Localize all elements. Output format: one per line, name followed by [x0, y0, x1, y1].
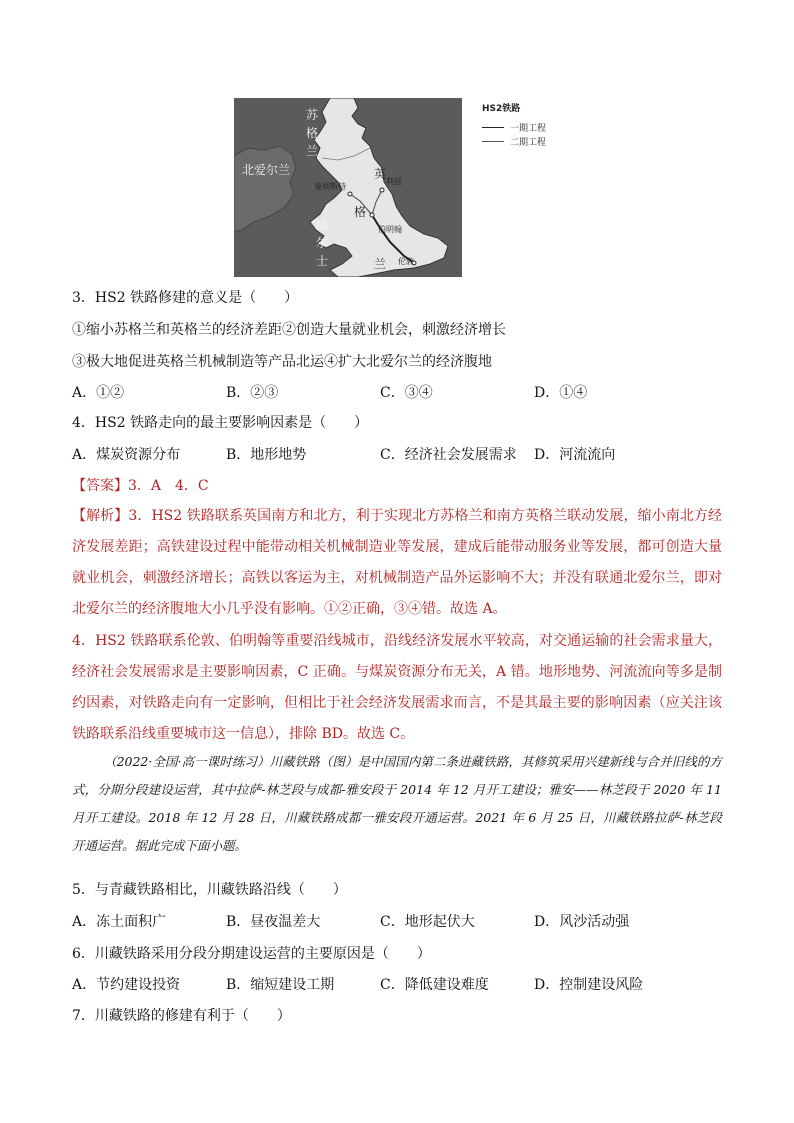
q4-option-c: C．经济社会发展需求 [380, 447, 517, 463]
legend-phase2-label: 二期工程 [510, 137, 547, 148]
q5-option-c: C．地形起伏大 [380, 914, 475, 930]
q4-option-d: D．河流流向 [534, 447, 616, 463]
legend-phase2 [482, 136, 546, 146]
q6-option-d: D．控制建设风险 [534, 977, 644, 993]
q3-option-d: D．①④ [534, 385, 588, 401]
q4-option-b: B．地形地势 [226, 447, 307, 463]
manchester-label: 曼彻斯特 [314, 182, 346, 191]
q3-statement-line1: ①缩小苏格兰和英格兰的经济差距②创造大量就业机会，刺激经济增长 [72, 322, 506, 338]
wales-label: 威 尔 士 [316, 218, 329, 268]
legend-phase1 [482, 122, 546, 132]
manchester-dot [348, 192, 352, 196]
analysis-paragraph-2: 4．HS2 铁路联系伦敦、伯明翰等重要沿线城市，沿线经济发展水平较高，对交通运输的社会需求量大，经济社会发展需求是主要影响因素，C 正确。与煤炭资源分布无关，A 错。地形地势、河流流向等多是制约因素，对铁路走向有一定影响，但相比于社会经济发展需求而言，不是其最主要的影响因素（应关注该铁路联系沿线重要城市这一信息），排除 BD。故选 C。 [72, 633, 722, 742]
birmingham-dot [370, 213, 374, 217]
question-context: （2022·全国·高一课时练习）川藏铁路（图）是中国国内第二条进藏铁路，其修筑采用兴建新线与合并旧线的方式，分期分段建设运营，其中拉萨-林芝段与成都-雅安段于 2014 年 12 月开工建设；雅安——林芝段于 2020 年 11 月开工建设。2018 年 12 月 28 日，川藏铁路成都一雅安段开通运营。2021 年 6 月 25 日，川藏铁路拉萨-林芝段开通运营。据此完成下面小题。 [72, 754, 722, 853]
q6-option-b: B．缩短建设工期 [226, 977, 335, 993]
map-legend [482, 101, 546, 150]
legend-phase2-swatch [482, 141, 504, 142]
england-label-1: 英 [374, 167, 387, 181]
scotland-label: 苏 格 兰 [306, 108, 319, 158]
q6-option-a: A．节约建设投资 [72, 977, 181, 993]
london-label: 伦敦 [398, 257, 414, 266]
northern-ireland-label: 北爱尔兰 [242, 163, 291, 177]
england-label-3: 兰 [374, 257, 387, 271]
q6-option-c: C．降低建设难度 [380, 977, 489, 993]
answer-line [72, 478, 209, 494]
analysis-p1-text: 3．HS2 铁路联系英国南方和北方，利于实现北方苏格兰和南方英格兰联动发展，缩小南北方经济发展差距；高铁建设过程中能带动相关机械制造业等发展，建成后能带动服务业等发展，都可创造大量就业机会，刺激经济增长；高铁以客运为主，对机械制造产品外运影响不大；并没有联通北爱尔兰，即对北爱尔兰的经济腹地大小几乎没有影响。①②正确，③④错。故选 A。 [72, 508, 723, 617]
q3-option-b: B．②③ [226, 385, 279, 401]
answer-label: 【答案】 [72, 478, 128, 494]
legend-phase1-label: 一期工程 [510, 123, 547, 134]
q5-option-b: B．昼夜温差大 [226, 914, 321, 930]
q6-stem: 6．川藏铁路采用分段分期建设运营的主要原因是（ ） [72, 946, 431, 962]
q5-option-d: D．风沙活动强 [534, 914, 630, 930]
q4-stem: 4．HS2 铁路走向的最主要影响因素是（ ） [72, 415, 369, 431]
q5-stem: 5．与青藏铁路相比，川藏铁路沿线（ ） [72, 882, 347, 898]
q3-stem: 3．HS2 铁路修建的意义是（ ） [72, 290, 299, 306]
uk-map-graphic [234, 98, 462, 277]
leeds-dot [380, 188, 384, 192]
q4-option-a: A．煤炭资源分布 [72, 447, 181, 463]
analysis-paragraph-1 [72, 501, 722, 625]
legend-phase1-swatch [482, 127, 504, 128]
q7-stem: 7．川藏铁路的修建有利于（ ） [72, 1008, 291, 1024]
q5-option-a: A．冻土面积广 [72, 914, 167, 930]
leeds-label: 利兹 [386, 177, 402, 186]
q3-option-a: A．①② [72, 385, 125, 401]
england-label-2: 格 [354, 205, 367, 219]
answer-text: 3．A 4．C [128, 478, 209, 494]
birmingham-label: 伯明翰 [378, 225, 402, 234]
legend-title: HS2铁路 [482, 104, 521, 114]
hs2-map [234, 98, 462, 277]
q3-statement-line2: ③极大地促进英格兰机械制造等产品北运④扩大北爱尔兰的经济腹地 [72, 354, 492, 370]
analysis-label: 【解析】 [72, 508, 129, 524]
q3-option-c: C．③④ [380, 385, 433, 401]
